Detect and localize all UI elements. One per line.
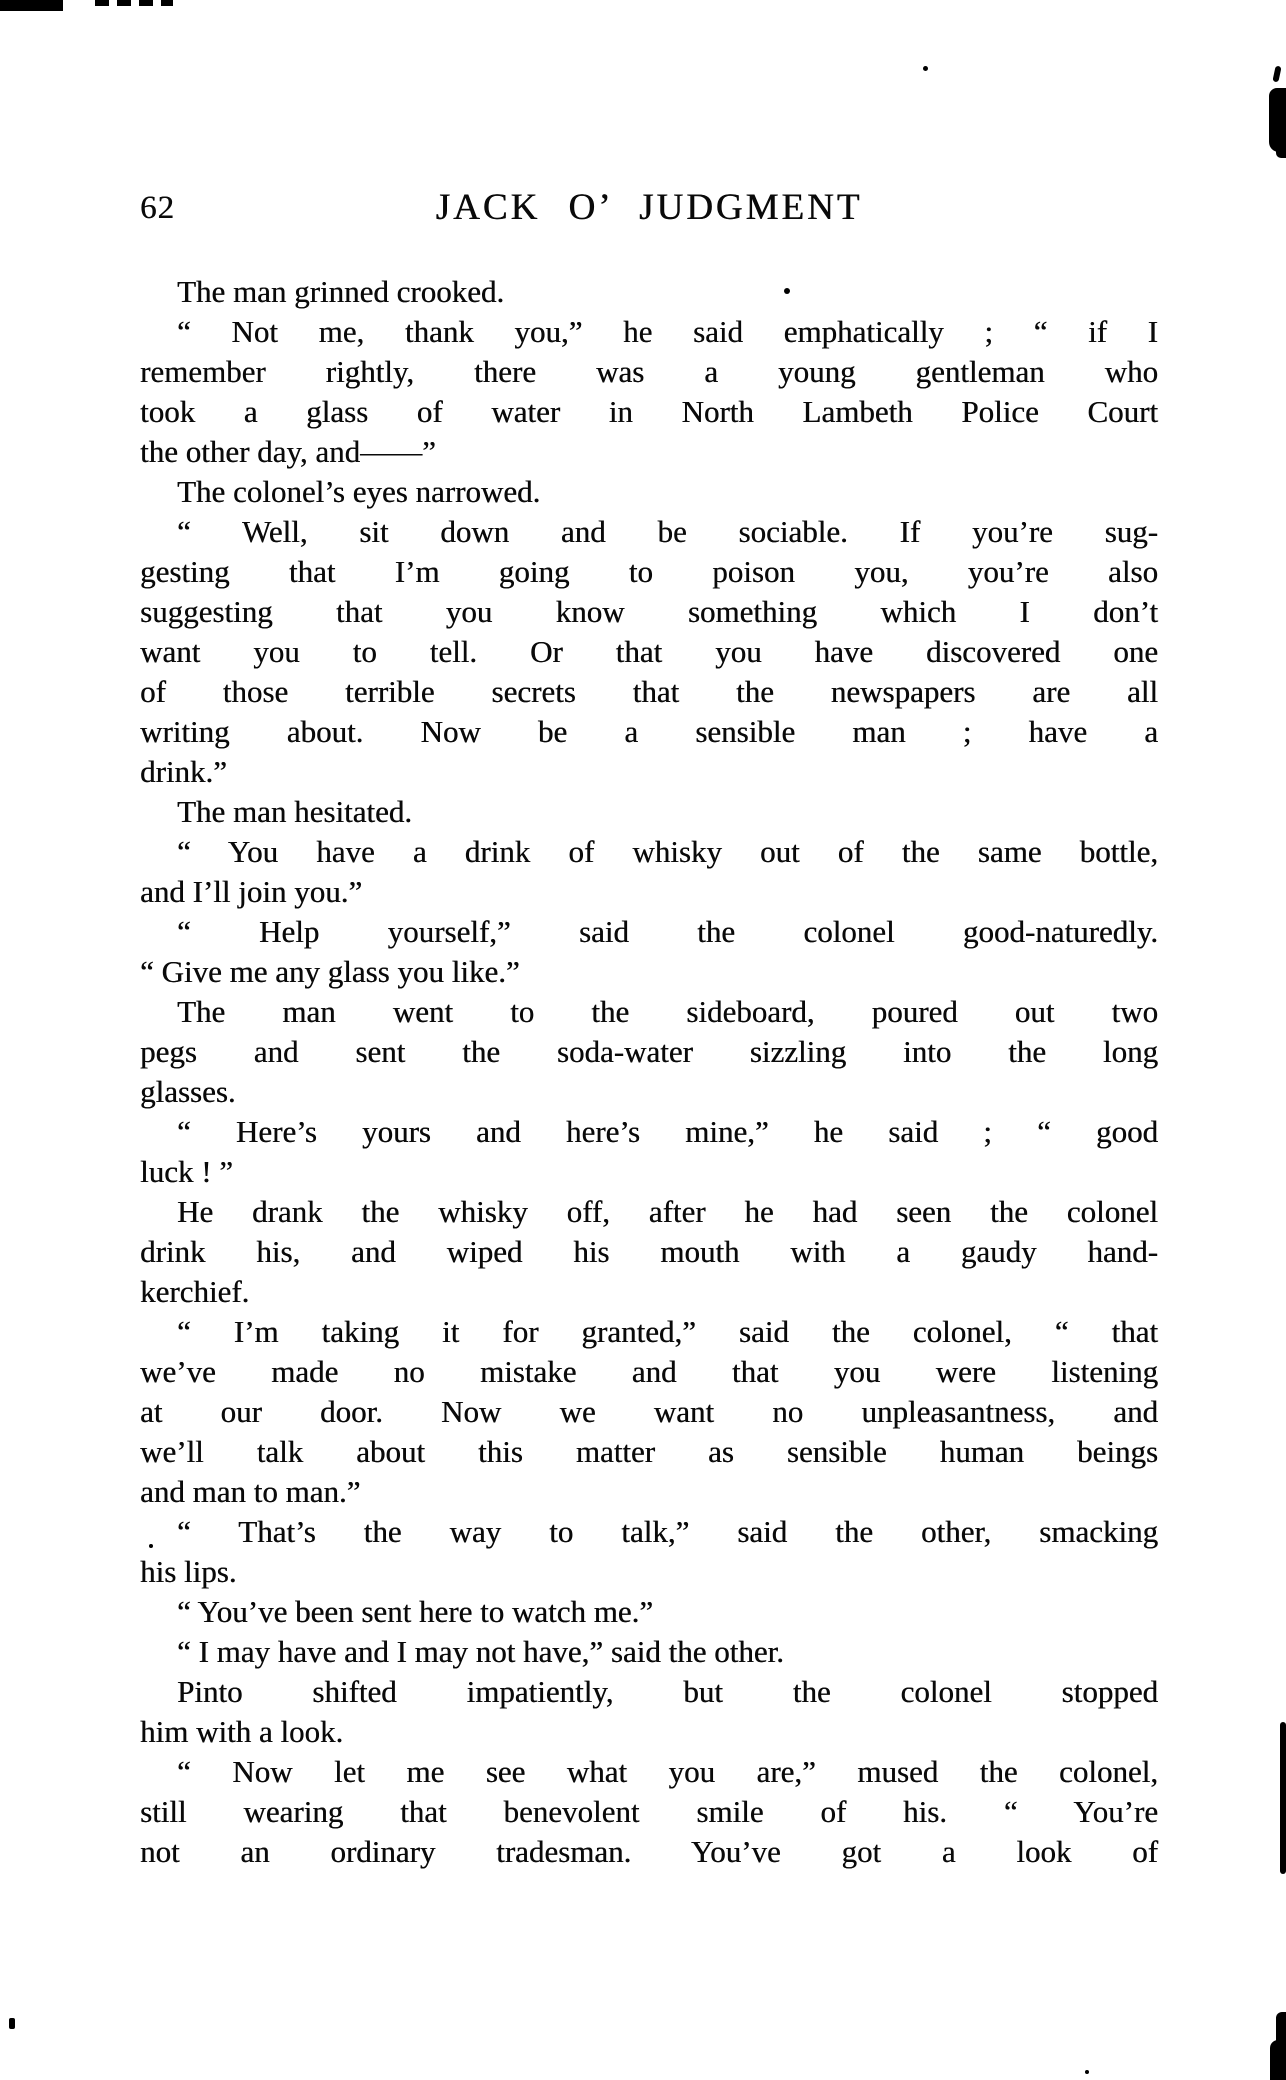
text-line: “ I’m taking it for granted,” said the colonel, “ that: [177, 1314, 1158, 1349]
text-line: writing about. Now be a sensible man ; have a: [140, 714, 1158, 749]
text-line: kerchief.: [140, 1274, 250, 1309]
running-title: JACK O’ JUDGMENT: [435, 187, 863, 228]
text-line: the other day, and——”: [140, 434, 436, 469]
text-line: “ Give me any glass you like.”: [140, 954, 520, 989]
text-line: “ You’ve been sent here to watch me.”: [177, 1594, 654, 1629]
text-line: The colonel’s eyes narrowed.: [177, 474, 541, 509]
text-line: we’ll talk about this matter as sensible human beings: [140, 1434, 1158, 1469]
text-line: luck ! ”: [140, 1154, 233, 1189]
text-line: “ Now let me see what you are,” mused the colonel,: [177, 1754, 1158, 1789]
scan-artifact-top-right-blob-tail: [1276, 140, 1286, 158]
scan-artifact-top-left-bar: [0, 0, 63, 11]
ink-speck-bottom: [1085, 2070, 1089, 2074]
text-line: his lips.: [140, 1554, 237, 1589]
text-line: him with a look.: [140, 1714, 344, 1749]
scan-artifact-top-left-dashes: [95, 0, 173, 6]
page-number: 62: [140, 190, 175, 226]
page-header: [140, 186, 1158, 232]
scan-artifact-bottom-right-blob-wide: [1270, 2040, 1286, 2080]
scan-artifact-top-right-tick: [1272, 66, 1281, 83]
ink-dot-bottom-left: [9, 2018, 15, 2029]
text-line: gesting that I’m going to poison you, you’re also: [140, 554, 1158, 589]
text-line: The man grinned crooked.: [177, 274, 505, 309]
text-line: glasses.: [140, 1074, 236, 1109]
text-line: He drank the whisky off, after he had seen the colonel: [177, 1194, 1158, 1229]
text-line: suggesting that you know something which I don’t: [140, 594, 1158, 629]
text-line: The man went to the sideboard, poured out two: [177, 994, 1158, 1029]
text-line: and I’ll join you.”: [140, 874, 363, 909]
text-line: still wearing that benevolent smile of his. “ You’re: [140, 1794, 1158, 1829]
text-line: The man hesitated.: [177, 794, 412, 829]
text-line: took a glass of water in North Lambeth Police Court: [140, 394, 1158, 429]
text-line: we’ve made no mistake and that you were listening: [140, 1354, 1158, 1389]
text-line: “ You have a drink of whisky out of the same bottle,: [177, 834, 1158, 869]
text-line: drink his, and wiped his mouth with a gaudy hand-: [140, 1234, 1158, 1269]
text-line: and man to man.”: [140, 1474, 361, 1509]
text-line: not an ordinary tradesman. You’ve got a look of: [140, 1834, 1158, 1869]
text-line: remember rightly, there was a young gentleman who: [140, 354, 1158, 389]
scan-artifact-right-edge-bar: [1280, 1722, 1286, 1874]
body-text: [140, 272, 1158, 1872]
text-line: “ Help yourself,” said the colonel good-naturedly.: [177, 914, 1158, 949]
text-line: pegs and sent the soda-water sizzling into the long: [140, 1034, 1158, 1069]
text-line: of those terrible secrets that the newspapers are all: [140, 674, 1158, 709]
text-line: “ That’s the way to talk,” said the other, smacking: [177, 1514, 1158, 1549]
text-line: want you to tell. Or that you have discovered one: [140, 634, 1158, 669]
text-line: Pinto shifted impatiently, but the colonel stopped: [177, 1674, 1158, 1709]
text-line: “ Here’s yours and here’s mine,” he said ; “ good: [177, 1114, 1158, 1149]
text-line: “ Well, sit down and be sociable. If you’re sug-: [177, 514, 1158, 549]
text-line: “ I may have and I may not have,” said the other.: [177, 1634, 784, 1669]
text-line: drink.”: [140, 754, 227, 789]
text-line: “ Not me, thank you,” he said emphatically ; “ if I: [177, 314, 1158, 349]
text-line: at our door. Now we want no unpleasantness, and: [140, 1394, 1158, 1429]
ink-speck-top: [923, 66, 928, 71]
